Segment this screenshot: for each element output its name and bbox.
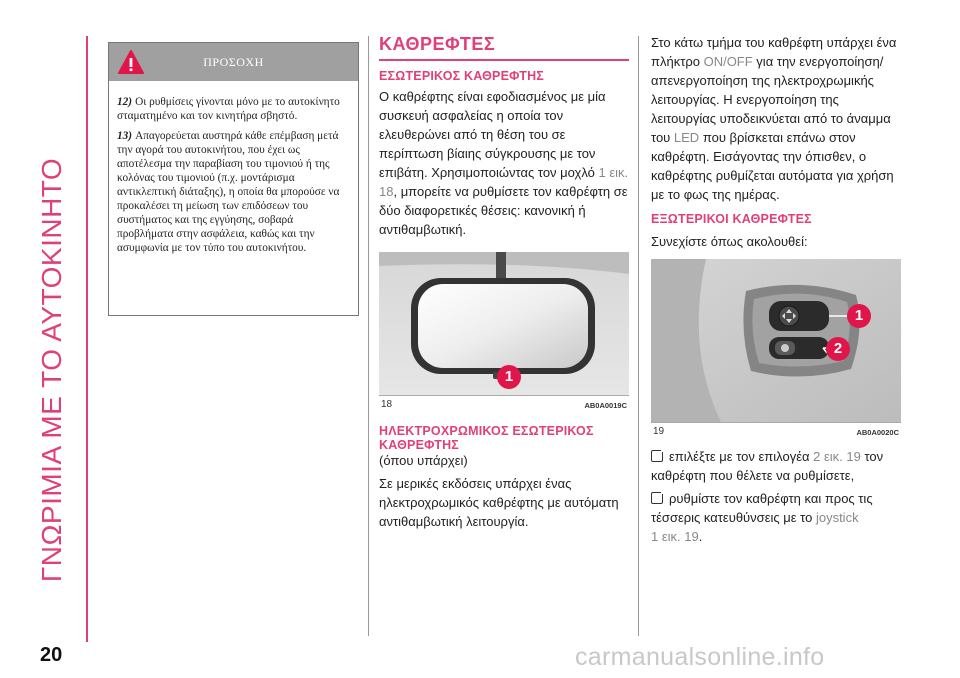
text-run: Σε μερικές εκδόσεις υπάρχει ένας ηλεκτροχρωμικός καθρέφτης με αυτόματη αντιθαμβωτική λειτουργία. <box>379 476 619 529</box>
section-heading: ΚΑΘΡΕΦΤΕΣ <box>379 34 629 61</box>
note-text: Οι ρυθμίσεις γίνονται μόνο με το αυτοκίνητο σταματημένο και τον κινητήρα σβηστό. <box>117 96 340 122</box>
subheading-interior-mirror: ΕΣΩΤΕΡΙΚΟΣ ΚΑΘΡΕΦΤΗΣ <box>379 69 544 83</box>
figure-reference: 1 εικ. 19 <box>651 529 699 544</box>
figure-number: 18 <box>381 399 393 410</box>
warning-header <box>109 43 358 81</box>
column-divider <box>368 36 369 636</box>
text-run: που βρίσκεται επάνω στον καθρέφτη. Εισάγοντας την όπισθεν, ο καθρέφτης ρυθμίζεται αυτόματα για χρήση με το φως της ημέρας. <box>651 130 894 202</box>
availability-note: (όπου υπάρχει) <box>379 453 468 468</box>
warning-note <box>117 129 348 255</box>
callout-1: 1 <box>847 304 871 328</box>
text-run: επιλέξτε με τον επιλογέα <box>669 449 814 464</box>
text-run: Ο καθρέφτης είναι εφοδιασμένος με μία συσκευή ασφαλείας η οποία τον ελευθερώνει από τη θέση του σε περίπτωση βίαιης σύγκρουσης με τον επιβάτη. Χρησιμοποιώντας τον μοχλό <box>379 89 606 180</box>
interior-mirror-image <box>379 252 629 395</box>
text-run: ρυθμίστε τον καθρέφτη και προς τις τέσσερις κατευθύνσεις με το <box>651 491 873 525</box>
figure-reference: 2 εικ. 19 <box>813 449 861 464</box>
bullet-icon <box>651 450 663 462</box>
figure-caption <box>651 422 901 437</box>
note-number: 12) <box>117 96 133 108</box>
middle-column <box>379 34 629 531</box>
page-number: 20 <box>40 644 63 666</box>
electrochromic-text <box>379 474 629 531</box>
right-column <box>651 33 901 546</box>
sidebar-section-title: ΓΝΩΡΙΜΙΑ ΜΕ ΤΟ ΑΥΤΟΚΙΝΗΤΟ <box>36 157 67 583</box>
figure-code: AB0A0020C <box>856 428 899 437</box>
note-number: 13) <box>117 130 133 142</box>
warning-title: ΠΡΟΣΟΧΗ <box>203 55 264 69</box>
sidebar-rule <box>86 36 88 642</box>
subheading-electrochromic-mirror: ΗΛΕΚΤΡΟΧΡΩΜΙΚΟΣ ΕΣΩΤΕΡΙΚΟΣ ΚΑΘΡΕΦΤΗΣ <box>379 424 594 452</box>
text-run: , μπορείτε να ρυθμίσετε τον καθρέφτη σε δύο διαφορετικές θέσεις: κανονική ή αντιθαμβωτική. <box>379 184 628 237</box>
figure-19 <box>651 259 901 437</box>
step-1 <box>651 447 901 485</box>
text-run: για την ενεργοποίηση/απενεργοποίηση της ηλεκτροχρωμικής λειτουργίας. Η ενεργοποίηση της λειτουργίας υποδεικνύεται από το άναμμα του <box>651 54 891 145</box>
figure-reference: 1 εικ. 18 <box>379 165 629 199</box>
mirror-control-illustration <box>651 259 901 422</box>
subheading-exterior-mirrors: ΕΞΩΤΕΡΙΚΟΙ ΚΑΘΡΕΦΤΕΣ <box>651 212 812 226</box>
text-run: Στο κάτω τμήμα του καθρέφτη υπάρχει ένα πλήκτρο <box>651 35 897 69</box>
step-2 <box>651 489 901 546</box>
text-run: Συνεχίστε όπως ακολουθεί: <box>651 234 808 249</box>
callout-2: 2 <box>826 337 850 361</box>
note-text: Απαγορεύεται αυστηρά κάθε επέμβαση μετά την αγορά του αυτοκινήτου, που έχει ως αποτέλεσμα την παραβίαση του τιμονιού ή της κολόνας του τιμονιού (π.χ. μοντάρισμα αντικλεπτική διάταξης), η οποία θα μπορούσε να προκαλέσει τη μείωση των επιδόσεων του συστήματος και της εγγύησης, σοβαρά προβλήματα στην ασφάλεια, καθώς και την ασυμφωνία με τον τύπο του αυτοκινήτου. <box>117 130 340 254</box>
warning-note <box>117 95 348 123</box>
text-run: . <box>698 529 703 544</box>
led-label: LED <box>673 130 700 145</box>
figure-18 <box>379 252 629 410</box>
electrochromic-continued-text <box>651 33 901 204</box>
exterior-mirror-control-image <box>651 259 901 422</box>
figure-code: AB0A0019C <box>584 401 627 410</box>
text-run: τον καθρέφτη που θέλετε να ρυθμίσετε, <box>651 449 884 483</box>
onoff-button-label: ON/OFF <box>703 54 753 69</box>
exterior-intro <box>651 232 901 251</box>
column-divider <box>638 36 639 636</box>
joystick-reference: joystick <box>815 510 859 525</box>
warning-body <box>109 81 358 255</box>
warning-box <box>108 42 359 316</box>
steps-list <box>651 447 901 546</box>
callout-1: 1 <box>497 365 521 389</box>
figure-number: 19 <box>653 426 665 437</box>
watermark: carmanualsonline.info <box>575 643 825 671</box>
figure-caption <box>379 395 629 410</box>
interior-mirror-text <box>379 87 629 239</box>
bullet-icon <box>651 492 663 504</box>
